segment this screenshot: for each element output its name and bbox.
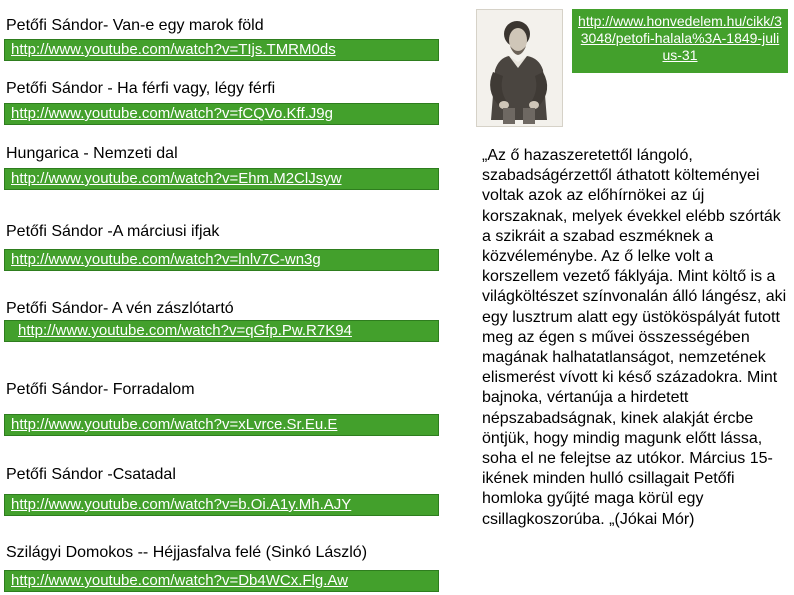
song-title: Petőfi Sándor -A márciusi ifjak	[6, 223, 220, 240]
song-link[interactable]: http://www.youtube.com/watch?v=fCQVo.Kff.J9g	[4, 103, 439, 125]
song-link[interactable]: http://www.youtube.com/watch?v=xLvrce.Sr.Eu.E	[4, 414, 439, 436]
song-title: Szilágyi Domokos -- Héjjasfalva felé (Sinkó László)	[6, 544, 368, 561]
song-link[interactable]: http://www.youtube.com/watch?v=TIjs.TMRM0ds	[4, 39, 439, 61]
portrait-source-link[interactable]: http://www.honvedelem.hu/cikk/33048/petofi-halala%3A-1849-julius-31	[572, 9, 788, 73]
song-link[interactable]: http://www.youtube.com/watch?v=b.Oi.A1y.Mh.AJY	[4, 494, 439, 516]
song-title: Petőfi Sándor- Forradalom	[6, 381, 195, 398]
song-title: Petőfi Sándor - Ha férfi vagy, légy férfi	[6, 80, 276, 97]
song-link[interactable]: http://www.youtube.com/watch?v=Db4WCx.Flg.Aw	[4, 570, 439, 592]
jokai-quote: „Az ő hazaszeretettől lángoló, szabadságérzettől áthatott költeményei voltak azok az előhírnökei az új korszaknak, melyek évekkel elébb szórták a szikráit a szabad eszméknek a közvéleménybe. Az ő lelke volt a korszellem vezető fáklyája. Mint költő is a világköltészet színvonalán álló lángész, aki egy lusztrum alatt egy üstököspályát futott meg az égen s művei összességében magának halhatatlanságot, nemzetének elismerést vívott ki késő századokra. Mint bajnoka, vértanúja a hirdetett népszabadságnak, kinek alakját ércbe öntjük, hogy mindig magunk előtt lássa, soha el ne felejtse az utókor. Március 15-ikének minden hulló csillagait Petőfi homloka gyűjté maga körül egy csillagkoszorúba. „(Jókai Mór)	[482, 147, 787, 528]
song-title: Petőfi Sándor- A vén zászlótartó	[6, 300, 234, 317]
song-link[interactable]: http://www.youtube.com/watch?v=lnlv7C-wn3g	[4, 249, 439, 271]
song-title: Hungarica - Nemzeti dal	[6, 145, 178, 162]
portrait-image	[476, 9, 563, 127]
song-link[interactable]: http://www.youtube.com/watch?v=Ehm.M2ClJsyw	[4, 168, 439, 190]
song-link[interactable]: http://www.youtube.com/watch?v=qGfp.Pw.R7K94	[4, 320, 439, 342]
song-title: Petőfi Sándor -Csatadal	[6, 466, 176, 483]
portrait-of-petofi-icon	[477, 10, 562, 126]
song-title: Petőfi Sándor- Van-e egy marok föld	[6, 17, 264, 34]
